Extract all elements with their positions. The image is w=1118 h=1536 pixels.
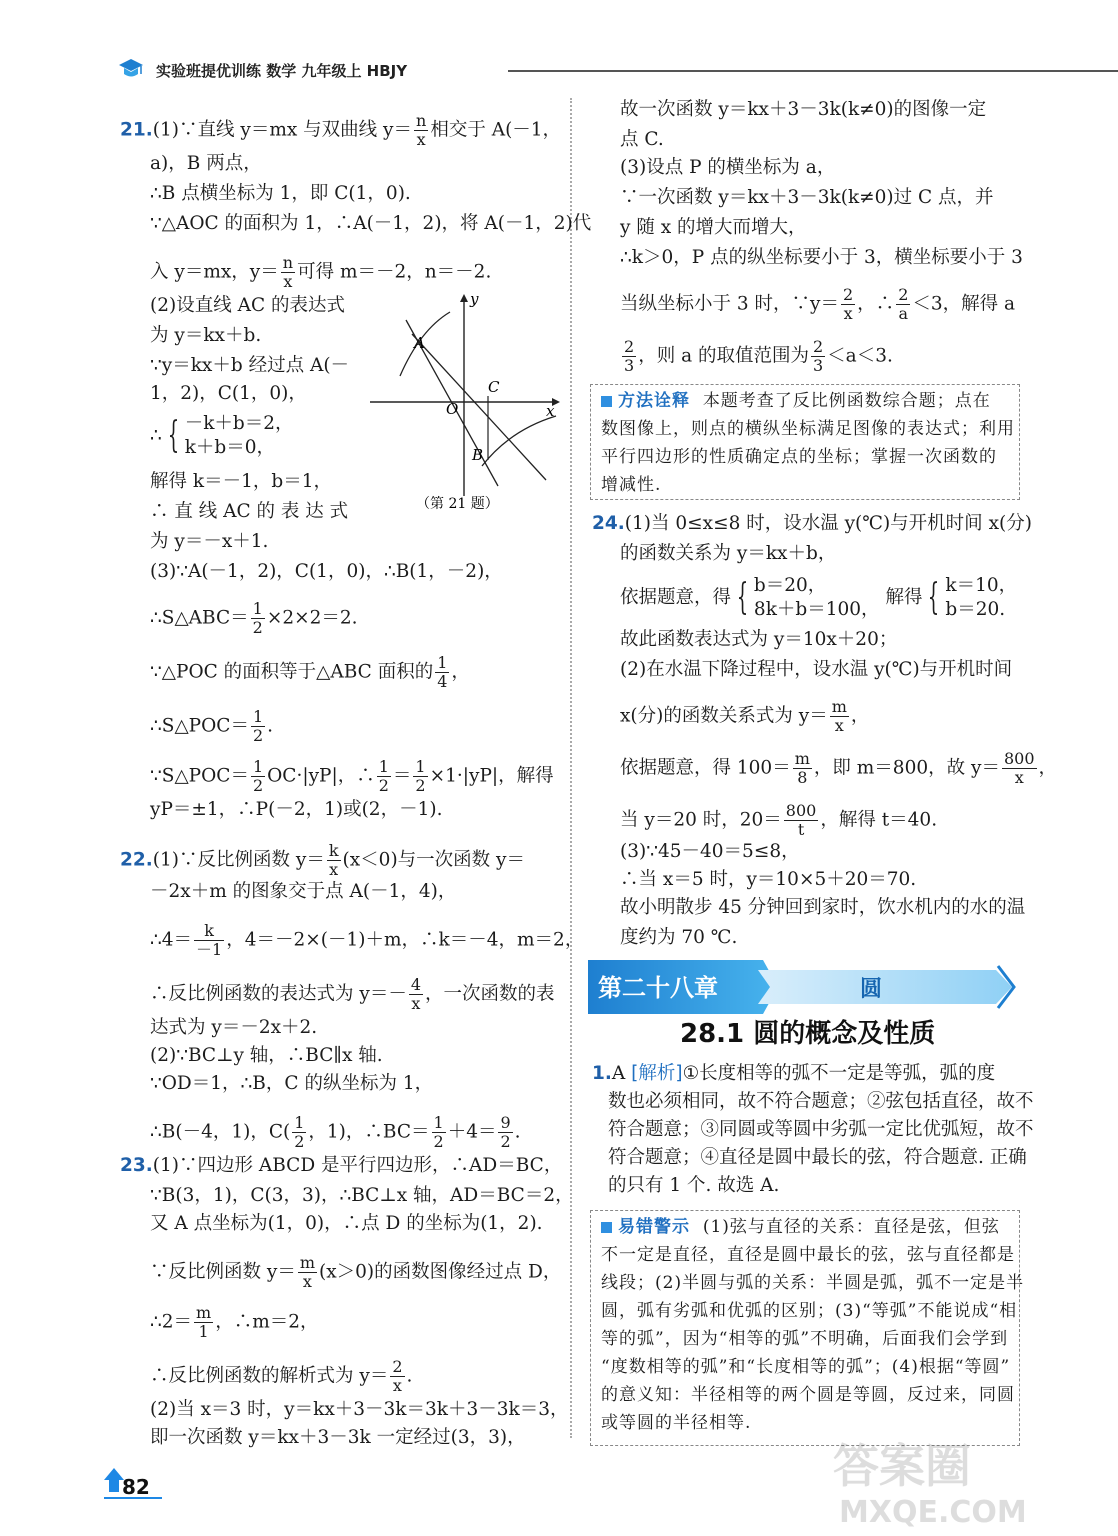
q24-line7 <box>620 750 1057 787</box>
watermark-url: MXQE.COM <box>839 1495 1027 1530</box>
q21-line4: ∵△AOC 的面积为 1，∴A(－1，2)，将 A(－1，2)代 <box>150 213 592 234</box>
text: (1)∵直线 y＝mx 与双曲线 y＝ <box>152 119 413 141</box>
text: ＝ <box>392 765 412 787</box>
q24-line10: ∴当 x＝5 时，y＝10×5＋20＝70. <box>620 869 917 890</box>
denominator: 2 <box>433 1132 444 1151</box>
numerator: 1 <box>252 707 264 726</box>
q21-line8: ∵y＝kx＋b 经过点 A(－ <box>150 355 350 376</box>
fraction <box>811 338 825 375</box>
fraction <box>251 708 265 745</box>
fraction <box>377 758 391 795</box>
section-title: 28.1 圆的概念及性质 <box>680 1019 936 1049</box>
fraction <box>298 1254 317 1291</box>
q23-right-line6: ∴k＞0，P 点的纵坐标要小于 3，横坐标要小于 3 <box>620 247 1023 268</box>
denominator: x <box>834 716 844 735</box>
text: (1)弦与直径的关系：直径是弦，但弦 <box>702 1217 1000 1237</box>
fraction <box>390 1358 404 1395</box>
equation: 8k＋b＝100， <box>753 599 880 620</box>
page-number-badge <box>100 1462 170 1506</box>
page-number: 82 <box>122 1475 150 1499</box>
denominator: x <box>843 304 853 323</box>
fraction <box>327 842 341 879</box>
denominator: x <box>1014 768 1024 787</box>
q22-line1 <box>120 842 525 879</box>
q22-line8 <box>150 1114 521 1151</box>
q21-line11: 解得 k＝－1，b＝1， <box>150 471 332 492</box>
numerator: 2 <box>842 285 854 304</box>
text: (x＞0)的函数图像经过点 D， <box>319 1261 562 1283</box>
q24-line8 <box>620 802 937 839</box>
analysis-tag: [解析] <box>631 1063 683 1084</box>
q23-right-line1: 故一次函数 y＝kx＋3－3k(k≠0)的图像一定 <box>620 99 987 120</box>
q24-line9: (3)∵45－40＝5≤8， <box>620 841 800 862</box>
text: ，则 a 的取值范围为 <box>638 345 809 367</box>
equation-system <box>185 412 294 460</box>
text: ， <box>850 705 870 727</box>
fraction <box>194 922 224 959</box>
q23-line1 <box>120 1156 562 1176</box>
denominator: t <box>797 820 805 839</box>
q22-line6: (2)∵BC⊥y 轴，∴BC∥x 轴. <box>150 1045 383 1066</box>
numerator: k <box>194 922 224 941</box>
text: ∴2＝ <box>150 1311 193 1333</box>
q21-line19: yP＝±1，∴P(－2，1)或(2，－1). <box>150 799 443 820</box>
chapter-title: 圆 <box>860 977 883 1002</box>
q23-line7: (2)当 x＝3 时，y＝kx＋3－3k＝3k＋3－3k＝3， <box>150 1399 569 1420</box>
text: ，一次函数的表 <box>425 983 555 1005</box>
q24-line3-system <box>620 574 1017 622</box>
q24-line2: 的函数关系为 y＝kx＋b， <box>620 543 837 564</box>
label-a: A <box>414 334 425 352</box>
text: . <box>406 1365 413 1387</box>
fraction <box>251 600 265 637</box>
watermark-text: 答案圈 <box>833 1439 971 1493</box>
q21-line13: 为 y＝－x＋1. <box>150 531 269 552</box>
numerator: m <box>299 1253 316 1272</box>
text: . <box>514 1121 521 1143</box>
text: 当 y＝20 时，20＝ <box>620 809 782 831</box>
numerator: m <box>794 749 810 768</box>
text: x(分)的函数关系式为 y＝ <box>620 705 828 727</box>
hyperbola-lower-branch <box>482 416 556 466</box>
equation: －k＋b＝2， <box>184 413 294 434</box>
text: ①长度相等的弧不一定是等弧，弧的度 <box>682 1063 996 1084</box>
fraction <box>622 338 636 375</box>
q1-line5: 的只有 1 个. 故选 A. <box>608 1175 780 1196</box>
q22-line2: －2x＋m 的图象交于点 A(－1，4)， <box>150 881 457 902</box>
q22-line5: 达式为 y＝－2x＋2. <box>150 1017 318 1038</box>
text: ×2×2＝2. <box>266 607 358 629</box>
text: ＜3，解得 a <box>912 293 1016 315</box>
denominator: －1 <box>196 940 223 959</box>
q1-line2: 数也必须相同，故不符合题意；②弦包括直径，故不 <box>608 1091 1034 1112</box>
text: ∴S△ABC＝ <box>150 607 249 629</box>
q21-line5 <box>150 254 491 291</box>
q21-line1 <box>120 112 561 149</box>
chapter-title-bg <box>758 970 1012 1004</box>
figure-21-graph <box>370 290 566 516</box>
warning-note-line6: “度数相等的弧”和“长度相等的弧”；(4)根据“等圆” <box>601 1357 1011 1377</box>
warning-note-tag <box>601 1217 690 1237</box>
numerator: 2 <box>898 285 909 304</box>
q24-line1 <box>592 514 1032 534</box>
header-title: 实验班提优训练 数学 九年级上 HBJY <box>156 62 408 80</box>
warning-note-line4: 圆，弧有劣弧和优弧的区别；(3)“等弧”不能说成“相 <box>601 1301 1018 1321</box>
q23-right-line7 <box>620 286 1015 323</box>
q21-line10-system <box>150 412 294 460</box>
question-number: 1. <box>592 1063 612 1084</box>
q23-right-line8 <box>620 338 893 375</box>
denominator: x <box>416 130 426 149</box>
text: ∵反比例函数 y＝ <box>150 1261 296 1283</box>
text: ，∴m＝2， <box>215 1311 319 1333</box>
text: 依据题意，得 100＝ <box>620 757 791 779</box>
label-y: y <box>470 290 479 308</box>
numerator: 1 <box>294 1113 305 1132</box>
text: 相交于 A(－1， <box>430 119 562 141</box>
equation: b＝20， <box>753 575 827 596</box>
text: ∴4＝ <box>150 929 193 951</box>
text: ∴S△POC＝ <box>150 715 249 737</box>
equation: b＝20. <box>945 599 1006 620</box>
fraction <box>194 1304 213 1341</box>
numerator: 800 <box>1003 749 1035 768</box>
figure-caption: （第 21 题） <box>416 496 499 512</box>
q21-line14: (3)∵A(－1，2)，C(1，0)，∴B(1，－2)， <box>150 561 503 582</box>
denominator: 2 <box>252 618 263 637</box>
numerator: 1 <box>252 757 264 776</box>
q24-line5: (2)在水温下降过程中，设水温 y(℃)与开机时间 <box>620 659 1013 680</box>
q23-right-line4: ∵一次函数 y＝kx＋3－3k(k≠0)过 C 点，并 <box>620 187 994 208</box>
numerator: 1 <box>433 1113 444 1132</box>
q23-line3: 又 A 点坐标为(1，0)，∴点 D 的坐标为(1，2). <box>150 1213 543 1234</box>
y-axis-arrow <box>460 294 468 302</box>
text: ，即 m＝800，故 y＝ <box>813 757 1000 779</box>
method-note-line3: 平行四边形的性质确定点的坐标；掌握一次函数的 <box>601 447 997 467</box>
q24-line11: 故小明散步 45 分钟回到家时，饮水机内的水的温 <box>620 897 1026 918</box>
denominator: x <box>283 272 293 291</box>
numerator: 2 <box>624 337 635 356</box>
text: . <box>267 715 274 737</box>
numerator: 1 <box>437 653 448 672</box>
text: ，1)，∴BC＝ <box>308 1121 430 1143</box>
denominator: 8 <box>797 768 808 787</box>
equation-system <box>754 574 880 622</box>
denominator: 4 <box>437 672 448 691</box>
denominator: 2 <box>500 1132 511 1151</box>
fraction <box>281 254 295 291</box>
question-number: 24. <box>592 513 625 534</box>
q23-right-line5: y 随 x 的增大而增大， <box>620 217 807 238</box>
text: ，4＝－2×(－1)＋m，∴k＝－4，m＝2， <box>226 929 584 951</box>
watermark-logo <box>819 1430 1027 1530</box>
text: ，解得 t＝40. <box>820 809 938 831</box>
q21-line2: a)，B 两点， <box>150 153 262 174</box>
fraction <box>793 750 812 787</box>
fraction <box>251 758 265 795</box>
q21-line12: ∴ 直 线 AC 的 表 达 式 <box>150 501 349 522</box>
fraction <box>413 758 427 795</box>
warning-note-line1 <box>601 1217 1000 1237</box>
brace: { <box>928 577 940 618</box>
text: ∵S△POC＝ <box>150 765 249 787</box>
q22-line7: ∵OD＝1，∴B，C 的纵坐标为 1， <box>150 1073 434 1094</box>
q23-line6 <box>150 1358 412 1395</box>
warning-note-line8: 或等圆的半径相等. <box>601 1413 752 1433</box>
graduation-cap-icon <box>118 58 144 80</box>
denominator: x <box>392 1376 402 1395</box>
q1-line4: 符合题意；④直径是圆中最长的弦，符合题意. 正确 <box>608 1147 1027 1168</box>
q24-line4: 故此函数表达式为 y＝10x＋20； <box>620 629 898 650</box>
q23-right-line2: 点 C. <box>620 129 664 150</box>
label-x: x <box>546 402 555 420</box>
warning-note-box <box>590 1210 1025 1446</box>
text: ∴反比例函数的解析式为 y＝ <box>150 1365 389 1387</box>
text: 可得 m＝－2，n＝－2. <box>297 261 492 283</box>
method-note-box <box>590 384 1020 500</box>
equation: k＝10， <box>945 575 1018 596</box>
denominator: 3 <box>812 356 824 375</box>
text: (1)当 0≤x≤8 时，设水温 y(℃)与开机时间 x(分) <box>624 513 1032 534</box>
q24-line12: 度约为 70 ℃. <box>620 927 738 948</box>
method-note-line2: 数图像上，则点的横纵坐标满足图像的表达式；利用 <box>601 419 1015 439</box>
label-c: C <box>488 378 500 396</box>
denominator: x <box>302 1272 312 1291</box>
q23-right-line3: (3)设点 P 的横坐标为 a， <box>620 157 836 178</box>
denominator: x <box>411 994 421 1013</box>
tag-text: 方法诠释 <box>618 391 690 411</box>
text: OC·|yP|，∴ <box>267 765 375 787</box>
text: (x＜0)与一次函数 y＝ <box>342 849 526 871</box>
q21-line3: ∴B 点横坐标为 1，即 C(1，0). <box>150 183 411 204</box>
text: 依据题意，得 <box>620 587 732 608</box>
fraction <box>841 286 855 323</box>
denominator: 1 <box>198 1322 209 1341</box>
label-o: O <box>446 400 459 418</box>
numerator: 800 <box>785 801 817 820</box>
numerator: 1 <box>378 757 389 776</box>
numerator: 1 <box>252 599 263 618</box>
text: ∴反比例函数的表达式为 y＝－ <box>150 983 407 1005</box>
text: 本题考查了反比例函数综合题；点在 <box>702 391 991 411</box>
fraction <box>414 112 428 149</box>
chapter-banner <box>588 958 1018 1016</box>
denominator: x <box>329 860 339 879</box>
q21-line16 <box>150 654 470 691</box>
q21-line17 <box>150 708 273 745</box>
fraction <box>292 1114 306 1151</box>
q24-line6 <box>620 698 869 735</box>
page-header <box>118 56 1008 86</box>
q1-line1 <box>592 1064 995 1084</box>
numerator: 2 <box>812 337 824 356</box>
chapter-label: 第二十八章 <box>598 974 718 1002</box>
denominator: 2 <box>252 776 264 795</box>
warning-note-line3: 线段；(2)半圆与弧的关系：半圆是弧，弧不一定是半 <box>601 1273 1025 1293</box>
text: ，∴ <box>857 293 895 315</box>
numerator: n <box>282 253 294 272</box>
text: (1)∵反比例函数 y＝ <box>152 849 325 871</box>
fraction <box>409 976 423 1013</box>
arrow-up-icon <box>104 1468 124 1492</box>
question-number: 21. <box>120 119 153 141</box>
q22-line4 <box>150 976 555 1013</box>
text: 解得 <box>885 587 923 608</box>
tag-text: 易错警示 <box>618 1217 690 1237</box>
header-rule <box>508 70 1118 72</box>
numerator: 4 <box>410 975 422 994</box>
method-note-tag <box>601 391 690 411</box>
q21-line18 <box>150 758 554 795</box>
q21-line9: 1，2)，C(1，0)， <box>150 383 307 404</box>
brace: { <box>167 415 179 456</box>
q21-line6: (2)设直线 AC 的表达式 <box>150 295 345 316</box>
text: 当纵坐标小于 3 时，∵y＝ <box>620 293 839 315</box>
fraction <box>435 654 449 691</box>
numerator: 1 <box>415 757 426 776</box>
numerator: n <box>416 111 427 130</box>
denominator: 2 <box>415 776 426 795</box>
square-bullet-icon <box>601 396 612 407</box>
text: ∴B(－4，1)，C( <box>150 1121 291 1143</box>
method-note-line4: 增减性. <box>601 475 662 495</box>
text: ×1·|yP|，解得 <box>429 765 554 787</box>
method-note-line1 <box>601 391 991 411</box>
denominator: 2 <box>294 1132 305 1151</box>
q1-line3: 符合题意；③同圆或等圆中劣弧一定比优弧短，故不 <box>608 1119 1034 1140</box>
q23-line4 <box>150 1254 561 1291</box>
equation-system <box>945 574 1017 622</box>
text: (1)∵四边形 ABCD 是平行四边形，∴AD＝BC， <box>152 1155 563 1176</box>
q21-line7: 为 y＝kx＋b. <box>150 325 262 346</box>
column-divider <box>570 98 572 1438</box>
warning-note-line5: 等的弧”，因为“相等的弧”不明确，后面我们会学到 <box>601 1329 1009 1349</box>
q22-line3 <box>150 922 583 959</box>
text: ， <box>451 661 470 683</box>
q23-line2: ∵B(3，1)，C(3，3)，∴BC⊥x 轴，AD＝BC＝2， <box>150 1185 574 1206</box>
text: ， <box>1038 757 1058 779</box>
fraction <box>830 698 849 735</box>
denominator: 2 <box>378 776 389 795</box>
denominator: a <box>898 304 909 323</box>
fraction <box>1002 750 1037 787</box>
text: ＜a＜3. <box>827 345 893 367</box>
warning-note-line7: 的意义知：半径相等的两个圆是等圆，反过来，同圆 <box>601 1385 1015 1405</box>
denominator: 3 <box>624 356 635 375</box>
label-b: B <box>472 446 484 464</box>
text: ∵△POC 的面积等于△ABC 面积的 <box>150 661 434 683</box>
fraction <box>896 286 910 323</box>
answer: A <box>611 1063 632 1084</box>
q23-line8: 即一次函数 y＝kx＋3－3k 一定经过(3，3)， <box>150 1427 526 1448</box>
q21-line15 <box>150 600 358 637</box>
question-number: 22. <box>120 849 153 871</box>
text: ＋4＝ <box>447 1121 497 1143</box>
numerator: k <box>328 841 339 860</box>
denominator: 2 <box>252 726 264 745</box>
numerator: m <box>831 697 847 716</box>
fraction <box>784 802 819 839</box>
warning-note-line2: 不一定是直径，直径是圆中最长的弦，弦与直径都是 <box>601 1245 1015 1265</box>
square-bullet-icon <box>601 1222 612 1233</box>
text: 入 y＝mx，y＝ <box>150 261 279 283</box>
numerator: 2 <box>392 1357 403 1376</box>
equation: k＋b＝0， <box>184 437 276 458</box>
question-number: 23. <box>120 1155 153 1176</box>
fraction <box>498 1114 512 1151</box>
fraction <box>432 1114 446 1151</box>
q23-line5 <box>150 1304 319 1341</box>
text: ∴ <box>150 425 162 446</box>
numerator: m <box>196 1303 212 1322</box>
brace: { <box>736 577 749 618</box>
numerator: 9 <box>500 1113 511 1132</box>
